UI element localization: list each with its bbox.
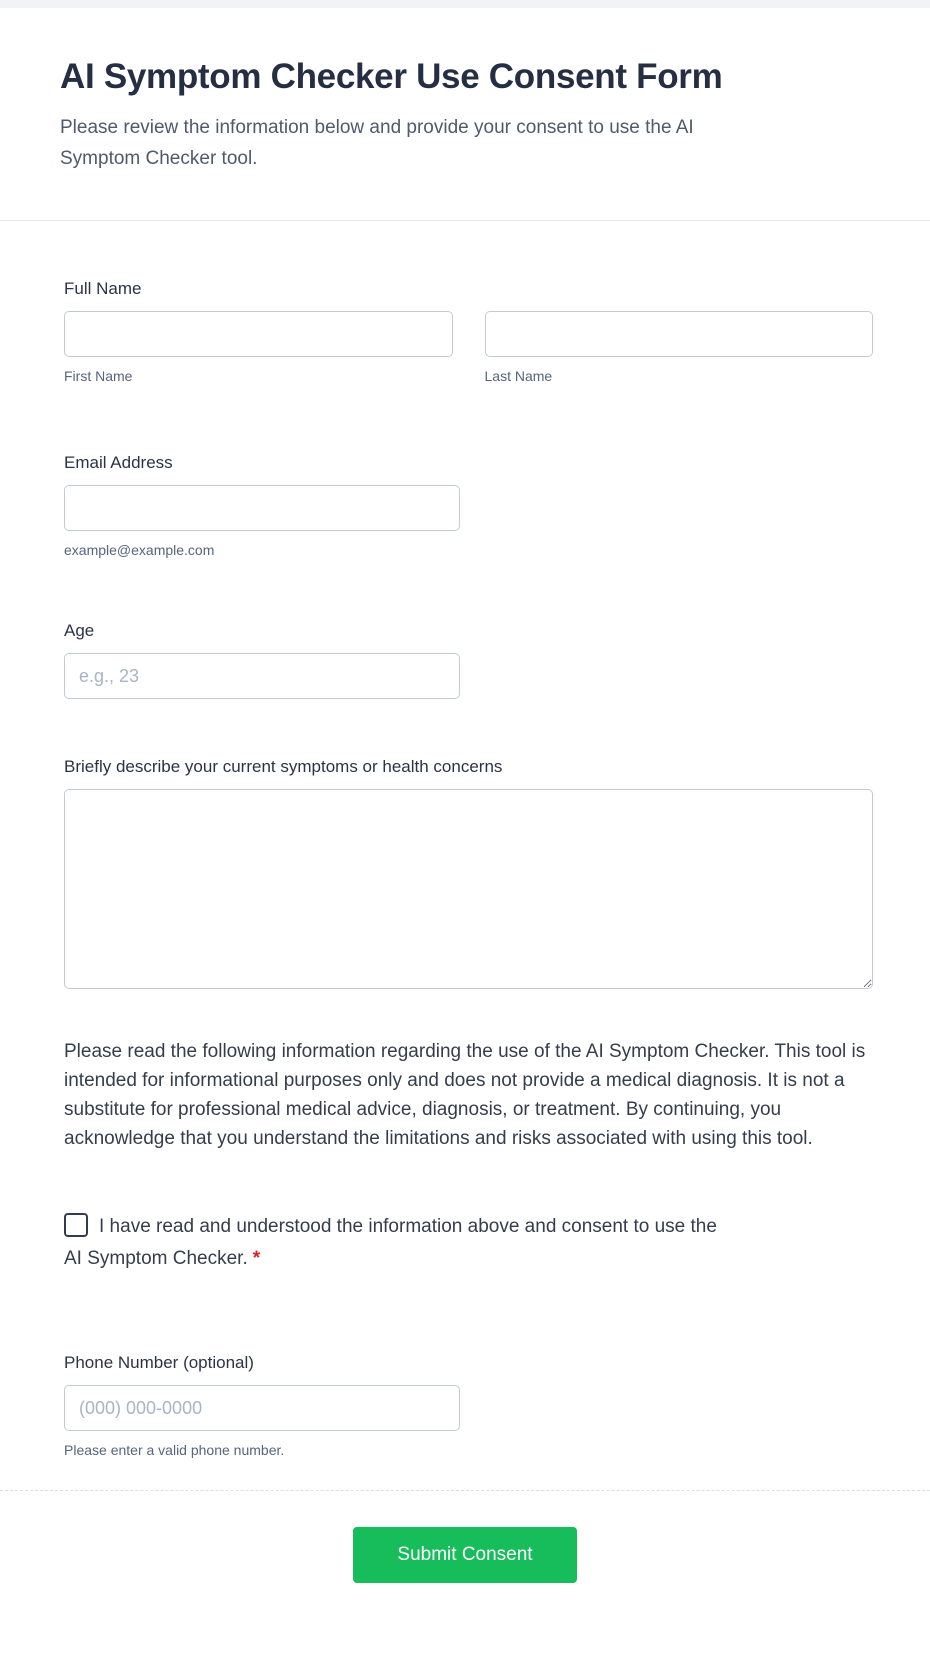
age-label: Age xyxy=(64,621,95,640)
first-name-input[interactable] xyxy=(64,311,453,357)
page-title: AI Symptom Checker Use Consent Form xyxy=(60,57,723,96)
first-name-sublabel: First Name xyxy=(64,368,133,384)
form-subtitle: Please review the information below and provide your consent to use the AI Symptom Checker tool. xyxy=(60,117,694,169)
consent-checkbox-label: I have read and understood the information above and consent to use the AI Symptom Checker. xyxy=(64,1216,717,1269)
phone-input[interactable] xyxy=(64,1385,460,1431)
consent-checkbox[interactable] xyxy=(64,1213,88,1237)
last-name-sublabel: Last Name xyxy=(484,368,553,384)
field-group-phone xyxy=(64,1351,873,1460)
phone-label: Phone Number (optional) xyxy=(64,1353,254,1372)
phone-sublabel: Please enter a valid phone number. xyxy=(64,1442,285,1458)
consent-info-text: Please read the following information regarding the use of the AI Symptom Checker. This tool is intended for informational purposes only and does not provide a medical diagnosis. It is not a substitute for professional medical advice, diagnosis, or treatment. By continuing, you acknowledge that you understand the limitations and risks associated with using this tool. xyxy=(64,1041,866,1149)
symptoms-textarea[interactable] xyxy=(64,789,873,989)
full-name-label: Full Name xyxy=(64,279,142,298)
field-group-age xyxy=(64,619,873,699)
field-group-symptoms xyxy=(64,755,873,989)
email-label: Email Address xyxy=(64,453,173,472)
symptoms-label: Briefly describe your current symptoms or health concerns xyxy=(64,757,503,776)
required-asterisk: * xyxy=(252,1248,261,1269)
page-top-edge xyxy=(0,0,930,8)
field-group-email xyxy=(64,451,873,560)
age-input[interactable] xyxy=(64,653,460,699)
last-name-col xyxy=(485,311,874,386)
form-footer xyxy=(0,1490,930,1637)
last-name-input[interactable] xyxy=(485,311,874,357)
email-input[interactable] xyxy=(64,485,460,531)
email-sublabel: example@example.com xyxy=(64,542,215,558)
full-name-row xyxy=(64,311,873,386)
first-name-col xyxy=(64,311,453,386)
consent-checkbox-row xyxy=(64,1211,724,1275)
form-header xyxy=(0,8,930,221)
submit-button[interactable]: Submit Consent xyxy=(353,1527,576,1583)
field-group-full-name xyxy=(64,277,873,386)
form-body xyxy=(0,221,930,1490)
